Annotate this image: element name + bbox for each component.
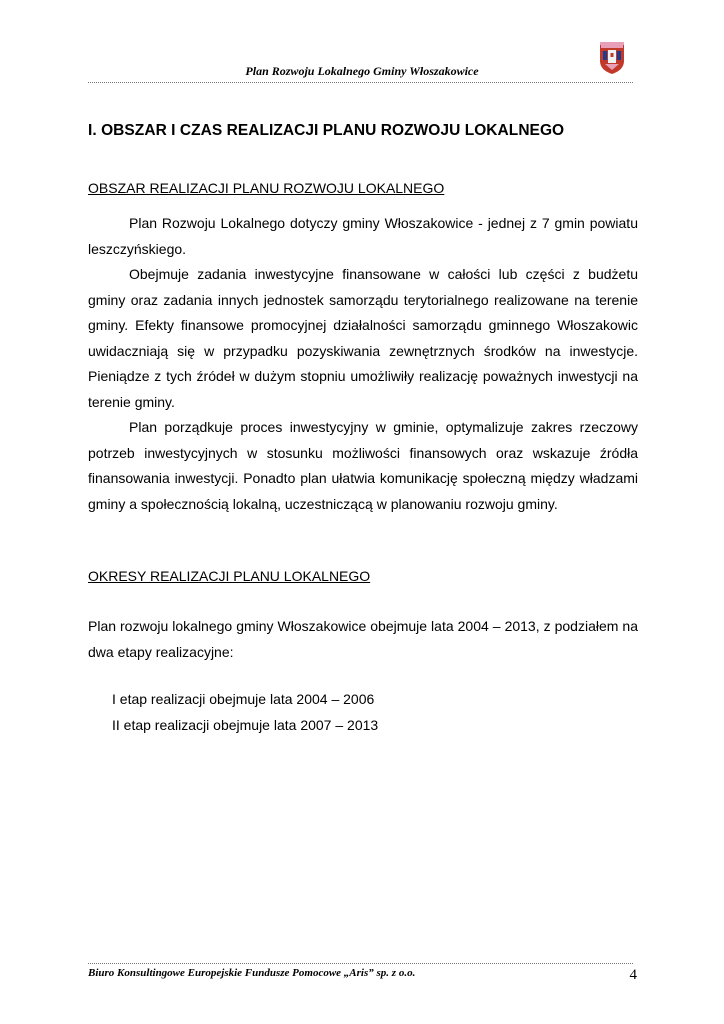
section-heading-periods: OKRESY REALIZACJI PLANU LOKALNEGO xyxy=(88,568,371,584)
header-divider xyxy=(88,82,633,83)
footer-divider xyxy=(88,963,633,964)
section-heading-area: OBSZAR REALIZACJI PLANU ROZWOJU LOKALNEGO xyxy=(88,180,445,196)
footer-text: Biuro Konsultingowe Europejskie Fundusze Pomocowe „Aris” sp. z o.o. xyxy=(88,967,416,979)
etap-item: I etap realizacji obejmuje lata 2004 – 2006 xyxy=(112,691,375,707)
header-title: Plan Rozwoju Lokalnego Gminy Włoszakowice xyxy=(245,64,479,78)
paragraph: Plan rozwoju lokalnego gminy Włoszakowice obejmuje lata 2004 – 2013, z podziałem na dwa etapy realizacyjne: xyxy=(88,618,638,660)
section-periods-body xyxy=(88,614,638,665)
etap-item: II etap realizacji obejmuje lata 2007 – 2013 xyxy=(112,717,379,733)
section-area-body xyxy=(88,211,638,517)
paragraph: Plan porządkuje proces inwestycyjny w gminie, optymalizuje zakres rzeczowy potrzeb inwestycyjnych w stosunku możliwości finansowych oraz wskazuje źródła finansowania inwestycji. Ponadto plan ułatwia komunikację społeczną między władzami gminy a społecznością lokalną, uczestniczącą w planowaniu rozwoju gminy. xyxy=(88,419,638,512)
paragraph: Plan Rozwoju Lokalnego dotyczy gminy Włoszakowice - jednej z 7 gmin powiatu leszczyńskiego. xyxy=(88,215,638,257)
chapter-heading: I. OBSZAR I CZAS REALIZACJI PLANU ROZWOJU LOKALNEGO xyxy=(88,122,565,139)
paragraph: Obejmuje zadania inwestycyjne finansowane w całości lub części z budżetu gminy oraz zadania innych jednostek samorządu terytorialnego realizowane na terenie gminy. Efekty finansowe promocyjnej działalności samorządu gminnego Włoszakowic uwidaczniają się w przypadku pozyskiwania zewnętrznych środków na inwestycje. Pieniądze z tych źródeł w dużym stopniu umożliwiły realizację poważnych inwestycji na terenie gminy. xyxy=(88,266,638,410)
page-number: 4 xyxy=(629,967,637,983)
coat-of-arms-icon xyxy=(599,42,625,74)
